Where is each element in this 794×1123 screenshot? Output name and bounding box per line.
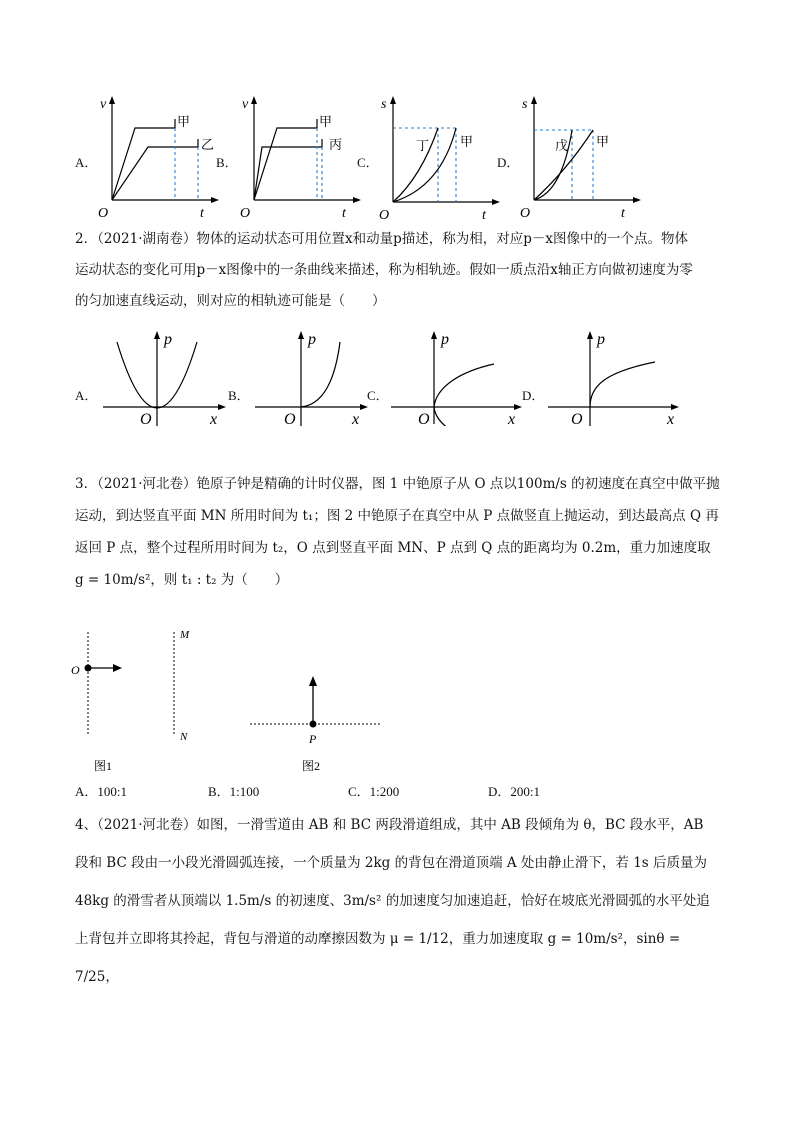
- q2-option-a-label: A．: [75, 388, 98, 403]
- q3-choice-a: A．100:1: [75, 784, 128, 799]
- q1-graph-d: [517, 92, 642, 222]
- q1a-curve1: 甲: [177, 114, 191, 129]
- q1d-xlabel: t: [621, 206, 625, 221]
- q1d-ylabel: s: [522, 97, 528, 112]
- q1d-origin: O: [520, 206, 531, 221]
- q4-question: [75, 806, 723, 996]
- q3-question: [75, 468, 723, 596]
- q3-line-3: 返回 P 点，整个过程所用时间为 t₂，O 点到竖直平面 MN、P 点到 Q 点的距离均为 0.2m，重力加速度取: [75, 540, 711, 556]
- q3-line-1: 3．（2021·河北卷）铯原子钟是精确的计时仪器，图 1 中铯原子从 O 点以100m/s 的初速度在真空中做平抛: [75, 476, 720, 492]
- svg-text:p: p: [164, 331, 172, 348]
- q3-line-2: 运动，到达竖直平面 MN 所用时间为 t₁；图 2 中铯原子在真空中从 P 点做竖直上抛运动，到达最高点 Q 再: [75, 508, 719, 524]
- q3-fig1-caption: 图1: [94, 759, 113, 773]
- q2-line-2: 运动状态的变化可用p－x图像中的一条曲线来描述，称为相轨迹。假如一质点沿x轴正方向做初速度为零: [75, 262, 693, 278]
- q4-line-3: 48kg 的滑雪者从顶端以 1.5m/s 的初速度、3m/s² 的加速度匀加速追赶，恰好在坡底光滑圆弧的水平处追: [75, 893, 710, 909]
- q1d-curve2: 甲: [596, 134, 610, 149]
- svg-text:x: x: [352, 411, 360, 428]
- svg-text:O: O: [571, 411, 583, 428]
- q4-line-1: 4、（2021·河北卷）如图，一滑雪道由 AB 和 BC 两段滑道组成，其中 AB 段倾角为 θ，BC 段水平，AB: [75, 817, 704, 833]
- q1-graph-b: [237, 92, 362, 222]
- q1a-ylabel: v: [100, 97, 107, 112]
- q3-line-4: g = 10m/s²，则 t₁ : t₂ 为（ ）: [75, 572, 289, 588]
- q1b-curve2: 丙: [329, 137, 343, 152]
- q1c-ylabel: s: [381, 97, 387, 112]
- q1-option-a-label: A．: [75, 155, 98, 170]
- q1c-xlabel: t: [482, 208, 486, 222]
- svg-text:x: x: [210, 411, 218, 428]
- q1c-origin: O: [379, 208, 390, 222]
- q1-option-b-label: B．: [216, 155, 238, 170]
- svg-text:x: x: [508, 411, 516, 426]
- q1a-xlabel: t: [200, 206, 204, 221]
- q3-fig2-caption: 图2: [302, 759, 321, 773]
- svg-text:p: p: [441, 331, 449, 348]
- svg-text:O: O: [140, 411, 152, 428]
- q3-fig2-point: P: [309, 732, 317, 746]
- svg-text:x: x: [667, 411, 675, 428]
- q1-graph-a: [95, 92, 220, 222]
- q2-graph-a: [100, 326, 228, 430]
- q3-choice-c: C．1:200: [348, 784, 400, 799]
- q3-fig1-point: O: [71, 663, 80, 677]
- q4-line-4: 上背包并立即将其拎起，背包与滑道的动摩擦因数为 μ = 1/12，重力加速度取 g = 10m/s²，sinθ = 7/25，: [75, 931, 681, 985]
- q1d-curve1: 戊: [555, 138, 569, 153]
- q3-choice-b: B．1:100: [208, 784, 260, 799]
- q1b-curve1: 甲: [319, 114, 333, 129]
- q3-choice-d: D．200:1: [488, 784, 541, 799]
- q2-line-1: 2．（2021·湖南卷）物体的运动状态可用位置x和动量p描述，称为相，对应p－x图像中的一个点。物体: [75, 231, 688, 247]
- q1b-ylabel: v: [242, 97, 249, 112]
- q1a-origin: O: [98, 206, 109, 221]
- q2-line-3: 的匀加速直线运动，则对应的相轨迹可能是（ ）: [75, 293, 386, 309]
- q1c-curve2: 甲: [460, 134, 474, 149]
- svg-text:O: O: [284, 411, 296, 428]
- q2-option-d-label: D．: [522, 388, 545, 403]
- q3-fig1-m: M: [180, 629, 190, 641]
- svg-text:p: p: [597, 331, 605, 348]
- svg-text:O: O: [418, 411, 430, 426]
- q3-figures: [68, 624, 398, 776]
- q2-option-c-label: C．: [367, 388, 389, 403]
- q1-graph-c: [376, 92, 501, 222]
- q4-line-2: 段和 BC 段由一小段光滑圆弧连接，一个质量为 2kg 的背包在滑道顶端 A 处由静止滑下，若 1s 后质量为: [75, 855, 708, 871]
- q1b-xlabel: t: [342, 206, 346, 221]
- q2-option-b-label: B．: [228, 388, 250, 403]
- q2-question: [75, 224, 723, 317]
- q1a-curve2: 乙: [201, 137, 215, 152]
- q1c-curve1: 丁: [416, 138, 430, 153]
- q2-graph-c: [388, 326, 528, 426]
- q2-graph-d: [545, 326, 685, 430]
- q3-fig1-n: N: [180, 731, 188, 743]
- q1-option-d-label: D．: [497, 155, 520, 170]
- q2-graph-b: [252, 326, 372, 430]
- svg-text:p: p: [308, 331, 316, 348]
- q1-option-c-label: C．: [357, 155, 379, 170]
- q1b-origin: O: [240, 206, 251, 221]
